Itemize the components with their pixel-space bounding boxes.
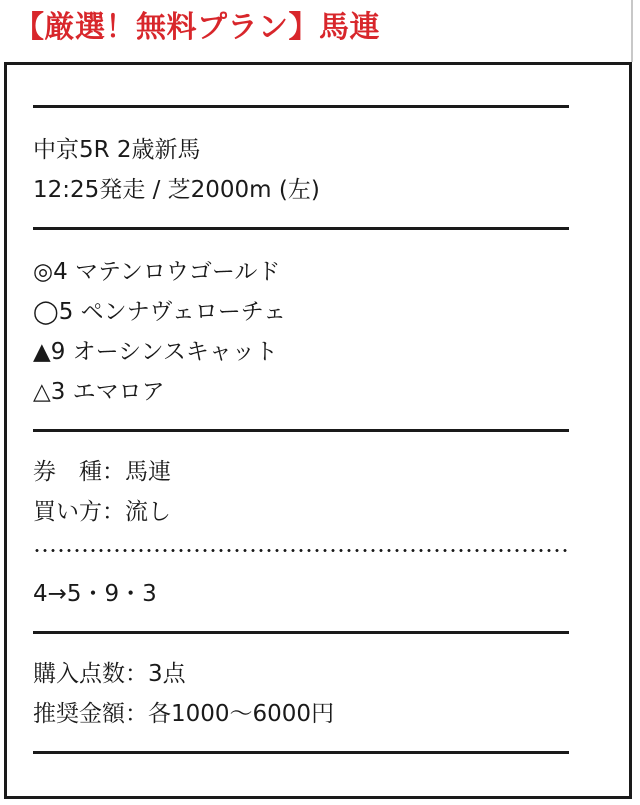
divider <box>33 429 569 432</box>
prediction-card <box>4 62 632 799</box>
divider <box>33 105 569 108</box>
header <box>0 0 640 58</box>
page-title: 【厳選！無料プラン】馬連 <box>14 10 380 45</box>
divider <box>33 227 569 230</box>
pick-honmei: ◎4 マテンロウゴールド <box>33 259 281 285</box>
race-start-info: 12:25発走 / 芝2000m (左) <box>33 177 320 203</box>
race-name: 中京5R 2歳新馬 <box>33 137 201 163</box>
purchase-points: 購入点数：3点 <box>33 661 186 687</box>
header-edge-line <box>631 0 633 62</box>
pick-taikou: ◯5 ペンナヴェローチェ <box>33 299 287 325</box>
recommended-amount: 推奨金額：各1000〜6000円 <box>33 701 335 727</box>
bet-method: 買い方：流し <box>33 499 171 525</box>
bet-combination: 4→5・9・3 <box>33 581 157 607</box>
bet-type: 券 種：馬連 <box>33 459 171 485</box>
divider <box>33 631 569 634</box>
divider <box>33 751 569 754</box>
pick-renka: △3 エマロア <box>33 379 165 405</box>
pick-tanana: ▲9 オーシンスキャット <box>33 339 278 365</box>
dotted-divider <box>33 549 569 552</box>
